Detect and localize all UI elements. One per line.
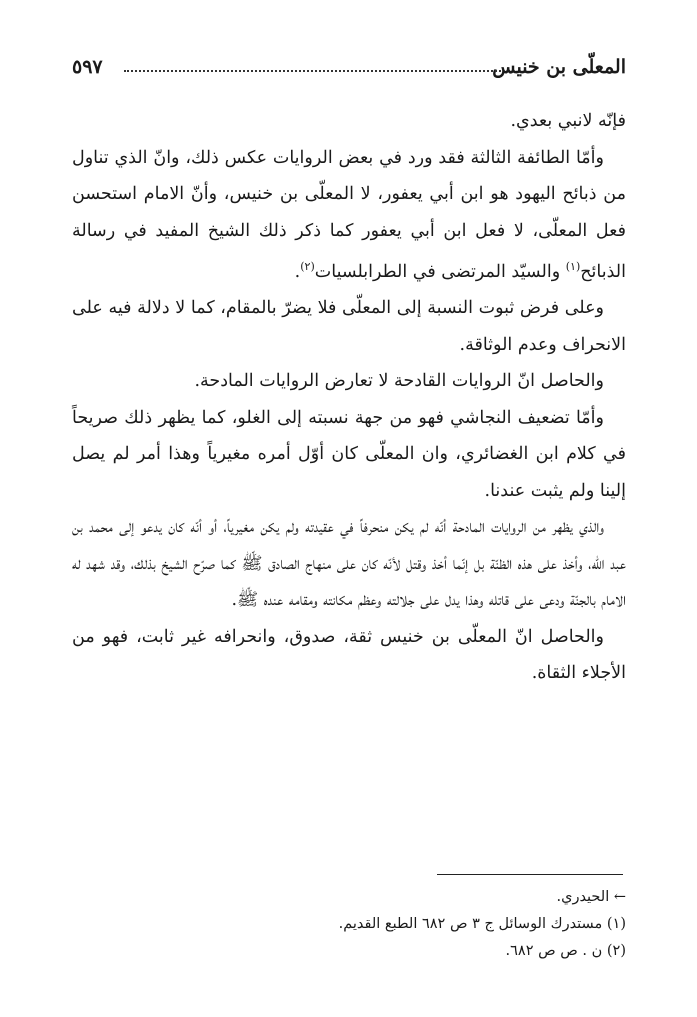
paragraph-text: والسيّد المرتضى في الطرابلسيات — [314, 261, 566, 282]
footnote-divider — [437, 874, 623, 875]
paragraph: والحاصل انّ الروايات القادحة لا تعارض الروايات المادحة. — [194, 371, 604, 392]
footnote-ref: (٢) — [300, 260, 315, 273]
paragraph — [72, 140, 626, 291]
header-title: المعلّى بن خنيس — [492, 56, 626, 78]
footnote: (١) مستدرك الوسائل ج ٣ ص ٦٨٢ الطبع القديم. — [338, 916, 626, 932]
paragraph: وعلى فرض ثبوت النسبة إلى المعلّى فلا يضرّ بالمقام، كما لا دلالة فيه على الانحراف وعدم الوثاقة. — [72, 298, 626, 355]
paragraph-text: . — [294, 261, 301, 282]
paragraph: والذي يظهر من الروايات المادحة أنّه لم يكن منحرفاً في عقيدته ولم يكن مغيرياً، أو أنّه كان يدعو إلى محمد بن عبد الله، وأخذ على هذه الظنّة بل إنّما أخذ وقتل لأنّه كان على منهاج الصادق ﷺ كما صرّح الشيخ بذلك، وقد شهد له الامام بالجنّة ودعى على قاتله وهذا يدل على جلالته وعظم مكانته ومقامه عنده ﷺ. — [72, 517, 626, 611]
body-text — [72, 103, 626, 692]
header-dot-leader — [124, 70, 501, 72]
paragraph: وأمّا تضعيف النجاشي فهو من جهة نسبته إلى الغلو، كما يظهر ذلك صريحاً في كلام ابن الغضائري، وان المعلّى كان أوّل أمره مغيرياً وهذا أمر لم يصل إلينا ولم يثبت عندنا. — [72, 407, 626, 501]
paragraph-text: وأمّا الطائفة الثالثة فقد ورد في بعض الروايات عكس ذلك، وانّ الذي تناول من ذبائح اليهود هو ابن أبي يعفور، لا المعلّى بن خنيس، وأنّ الامام استحسن فعل المعلّى، لا فعل ابن أبي يعفور كما ذكر ذلك الشيخ المفيد في رسالة الذبائح — [72, 147, 626, 282]
page-number: ٥٩٧ — [72, 56, 103, 78]
running-header — [72, 48, 626, 88]
footnote-ref: (١) — [565, 260, 581, 273]
paragraph: والحاصل انّ المعلّى بن خنيس ثقة، صدوق، وانحرافه غير ثابت، فهو من الأجلاء الثقاة. — [72, 626, 626, 684]
footnote: ← الحيدري. — [556, 889, 626, 905]
paragraph: فإنّه لانبي بعدي. — [510, 111, 626, 131]
footnote: (٢) ن . ص ص ٦٨٢. — [505, 943, 626, 959]
footnotes — [72, 884, 626, 965]
